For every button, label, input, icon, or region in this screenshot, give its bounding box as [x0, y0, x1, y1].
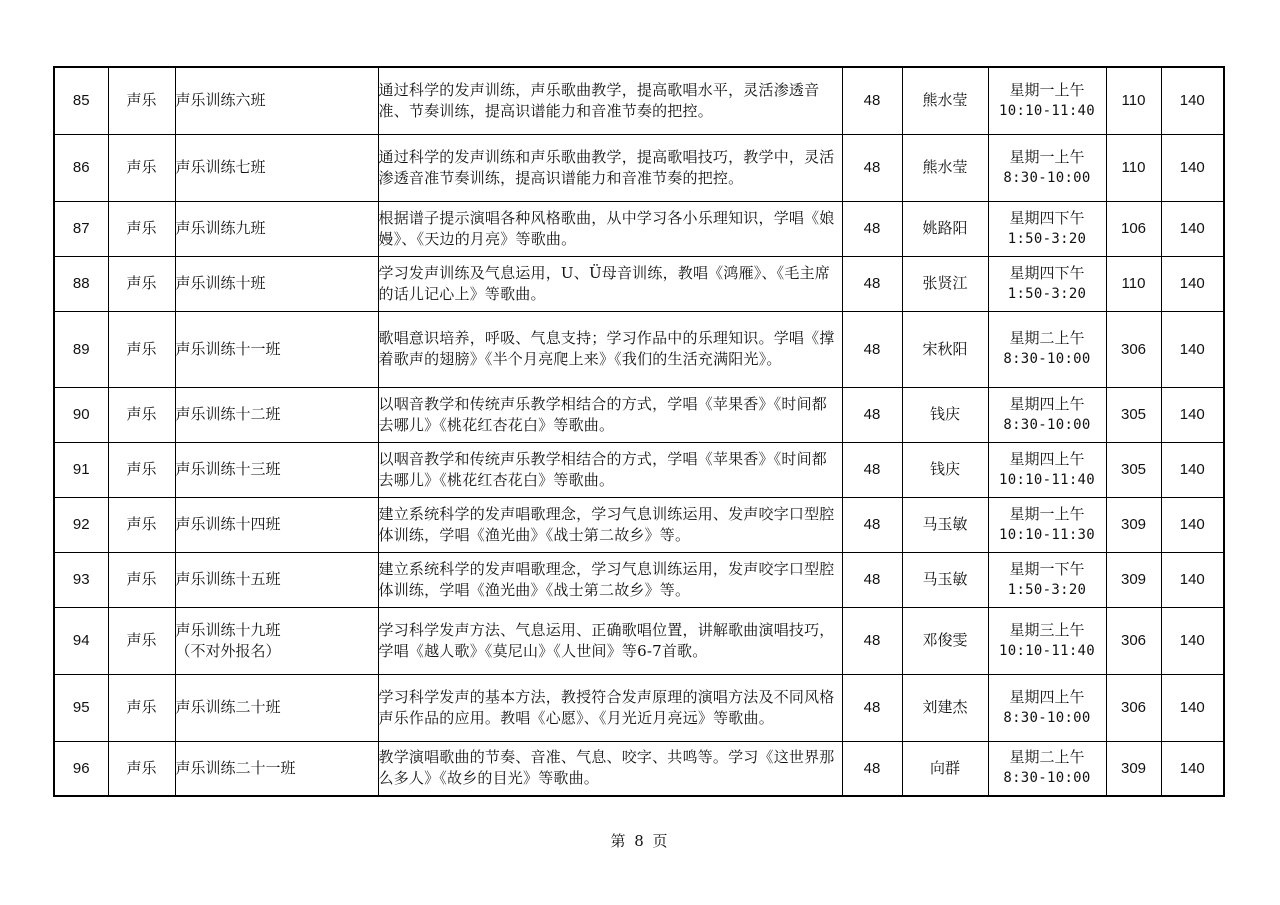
course-description: 歌唱意识培养，呼吸、气息支持；学习作品中的乐理知识。学唱《撑着歌声的翅膀》《半个月亮爬上来》《我们的生活充满阳光》。: [378, 311, 842, 387]
course-name: [175, 442, 378, 497]
course-teacher: 熊水莹: [902, 134, 988, 201]
course-name: [175, 134, 378, 201]
course-category: 声乐: [108, 552, 175, 607]
course-name-main: 声乐训练六班: [175, 91, 266, 110]
course-teacher: 马玉敏: [902, 552, 988, 607]
course-time: [988, 607, 1106, 674]
course-time: [988, 741, 1106, 796]
course-day: 星期一下午: [1009, 559, 1085, 578]
course-teacher: 熊水莹: [902, 67, 988, 134]
course-name-main: 声乐训练九班: [175, 219, 266, 237]
course-time-range: 10:10-11:30: [998, 526, 1096, 543]
course-quota: 106: [1106, 201, 1161, 256]
course-time: [988, 552, 1106, 607]
course-time-range: 1:50-3:20: [1007, 285, 1087, 302]
course-fee: 140: [1161, 134, 1224, 201]
course-name: [175, 67, 378, 134]
course-category: 声乐: [108, 201, 175, 256]
course-hours: 48: [842, 442, 902, 497]
course-category: 声乐: [108, 134, 175, 201]
course-fee: 140: [1161, 201, 1224, 256]
course-day: 星期四上午: [1009, 449, 1085, 468]
table-row: [54, 442, 1224, 497]
course-time-range: 1:50-3:20: [1007, 230, 1087, 247]
table-row: [54, 201, 1224, 256]
course-quota: 309: [1106, 497, 1161, 552]
table-row: [54, 256, 1224, 311]
course-time: [988, 674, 1106, 741]
course-hours: 48: [842, 607, 902, 674]
course-name: [175, 607, 378, 674]
course-time-range: 10:10-11:40: [998, 102, 1096, 119]
course-teacher: 宋秋阳: [902, 311, 988, 387]
course-time: [988, 387, 1106, 442]
course-name-main: 声乐训练十班: [175, 274, 266, 292]
course-category: 声乐: [108, 497, 175, 552]
course-description: 学习发声训练及气息运用，U、Ü母音训练，教唱《鸿雁》、《毛主席的话儿记心上》等歌曲。: [378, 256, 842, 311]
course-quota: 309: [1106, 741, 1161, 796]
course-table: [53, 66, 1225, 797]
course-name-main: 声乐训练十五班: [175, 570, 281, 588]
course-hours: 48: [842, 311, 902, 387]
course-day: 星期一上午: [1009, 504, 1085, 523]
course-name: [175, 741, 378, 796]
course-teacher: 马玉敏: [902, 497, 988, 552]
course-category: 声乐: [108, 674, 175, 741]
course-fee: 140: [1161, 552, 1224, 607]
table-row: [54, 741, 1224, 796]
course-description: 学习科学发声的基本方法，教授符合发声原理的演唱方法及不同风格声乐作品的应用。教唱《心愿》、《月光近月亮远》等歌曲。: [378, 674, 842, 741]
course-day: 星期一上午: [1009, 147, 1085, 166]
course-teacher: 刘建杰: [902, 674, 988, 741]
course-number: 85: [54, 67, 108, 134]
course-name-main: 声乐训练二十班: [175, 698, 281, 716]
course-teacher: 向群: [902, 741, 988, 796]
course-description: 以咽音教学和传统声乐教学相结合的方式，学唱《苹果香》《时间都去哪儿》《桃花红杏花白》等歌曲。: [378, 387, 842, 442]
course-time-range: 8:30-10:00: [1003, 169, 1091, 186]
course-time-range: 1:50-3:20: [1007, 581, 1087, 598]
course-hours: 48: [842, 67, 902, 134]
course-hours: 48: [842, 201, 902, 256]
course-number: 90: [54, 387, 108, 442]
course-description: 教学演唱歌曲的节奏、音准、气息、咬字、共鸣等。学习《这世界那么多人》《故乡的目光》等歌曲。: [378, 741, 842, 796]
course-name: [175, 552, 378, 607]
course-quota: 306: [1106, 311, 1161, 387]
course-quota: 110: [1106, 134, 1161, 201]
course-hours: 48: [842, 134, 902, 201]
course-time-range: 8:30-10:00: [1003, 351, 1091, 367]
course-name-main: 声乐训练七班: [175, 158, 266, 176]
course-time-range: 8:30-10:00: [1003, 709, 1091, 726]
course-category: 声乐: [108, 607, 175, 674]
course-hours: 48: [842, 497, 902, 552]
table-body: [54, 67, 1224, 796]
course-time: [988, 442, 1106, 497]
course-time-range: 10:10-11:40: [998, 642, 1096, 659]
table-row: [54, 67, 1224, 134]
course-fee: 140: [1161, 387, 1224, 442]
course-category: 声乐: [108, 387, 175, 442]
course-number: 96: [54, 741, 108, 796]
course-time-range: 8:30-10:00: [1003, 770, 1091, 787]
course-name-main: 声乐训练十一班: [175, 339, 281, 358]
course-teacher: 姚路阳: [902, 201, 988, 256]
course-day: 星期二上午: [1009, 329, 1085, 347]
course-fee: 140: [1161, 607, 1224, 674]
course-hours: 48: [842, 674, 902, 741]
table-row: [54, 552, 1224, 607]
course-fee: 140: [1161, 256, 1224, 311]
course-category: 声乐: [108, 67, 175, 134]
course-description: 通过科学的发声训练，声乐歌曲教学，提高歌唱水平，灵活渗透音准、节奏训练，提高识谱能力和音准节奏的把控。: [378, 67, 842, 134]
table-row: [54, 607, 1224, 674]
course-time-range: 10:10-11:40: [998, 471, 1096, 488]
course-fee: 140: [1161, 741, 1224, 796]
course-teacher: 钱庆: [902, 387, 988, 442]
course-time: [988, 134, 1106, 201]
course-name-main: 声乐训练十二班: [175, 405, 281, 423]
course-day: 星期四下午: [1009, 263, 1085, 282]
course-quota: 305: [1106, 387, 1161, 442]
course-description: 建立系统科学的发声唱歌理念，学习气息训练运用、发声咬字口型腔体训练，学唱《渔光曲》《战士第二故乡》等。: [378, 497, 842, 552]
course-name-note: （不对外报名）: [175, 641, 281, 660]
course-description: 以咽音教学和传统声乐教学相结合的方式，学唱《苹果香》《时间都去哪儿》《桃花红杏花白》等歌曲。: [378, 442, 842, 497]
course-time-range: 8:30-10:00: [1003, 416, 1091, 433]
course-name: [175, 387, 378, 442]
table-row: [54, 674, 1224, 741]
course-category: 声乐: [108, 741, 175, 796]
table-row: [54, 134, 1224, 201]
table-row: [54, 497, 1224, 552]
course-name: [175, 256, 378, 311]
course-number: 93: [54, 552, 108, 607]
course-name: [175, 201, 378, 256]
course-time: [988, 201, 1106, 256]
course-name-main: 声乐训练二十一班: [175, 758, 296, 777]
course-description: 根据谱子提示演唱各种风格歌曲，从中学习各小乐理知识，学唱《娘嫚》、《天边的月亮》等歌曲。: [378, 201, 842, 256]
course-name-main: 声乐训练十三班: [175, 460, 281, 478]
course-number: 91: [54, 442, 108, 497]
course-category: 声乐: [108, 311, 175, 387]
course-category: 声乐: [108, 256, 175, 311]
course-hours: 48: [842, 741, 902, 796]
course-teacher: 邓俊雯: [902, 607, 988, 674]
course-number: 88: [54, 256, 108, 311]
course-day: 星期四上午: [1009, 687, 1085, 706]
course-number: 89: [54, 311, 108, 387]
course-name-main: 声乐训练十九班: [175, 620, 281, 639]
table-row: [54, 311, 1224, 387]
course-number: 87: [54, 201, 108, 256]
course-number: 95: [54, 674, 108, 741]
course-fee: 140: [1161, 674, 1224, 741]
course-number: 94: [54, 607, 108, 674]
course-description: 学习科学发声方法、气息运用、正确歌唱位置，讲解歌曲演唱技巧，学唱《越人歌》《莫尼山》《人世间》等6-7首歌。: [378, 607, 842, 674]
course-hours: 48: [842, 552, 902, 607]
course-hours: 48: [842, 256, 902, 311]
course-time: [988, 311, 1106, 387]
course-teacher: 钱庆: [902, 442, 988, 497]
course-quota: 110: [1106, 256, 1161, 311]
course-time: [988, 256, 1106, 311]
course-day: 星期四下午: [1009, 208, 1085, 227]
course-number: 86: [54, 134, 108, 201]
table-row: [54, 387, 1224, 442]
course-number: 92: [54, 497, 108, 552]
course-fee: 140: [1161, 67, 1224, 134]
page-number: 第 8 页: [610, 832, 670, 850]
course-time: [988, 67, 1106, 134]
course-name: [175, 497, 378, 552]
course-time: [988, 497, 1106, 552]
course-description: 建立系统科学的发声唱歌理念，学习气息训练运用，发声咬字口型腔体训练，学唱《渔光曲》《战士第二故乡》等。: [378, 552, 842, 607]
course-name: [175, 674, 378, 741]
course-fee: 140: [1161, 442, 1224, 497]
course-quota: 110: [1106, 67, 1161, 134]
course-quota: 306: [1106, 674, 1161, 741]
course-quota: 309: [1106, 552, 1161, 607]
course-hours: 48: [842, 387, 902, 442]
course-day: 星期四上午: [1009, 394, 1085, 413]
course-day: 星期二上午: [1009, 748, 1085, 767]
course-fee: 140: [1161, 311, 1224, 387]
course-name-main: 声乐训练十四班: [175, 515, 281, 533]
course-quota: 305: [1106, 442, 1161, 497]
course-quota: 306: [1106, 607, 1161, 674]
course-category: 声乐: [108, 442, 175, 497]
course-day: 星期三上午: [1009, 620, 1085, 639]
course-description: 通过科学的发声训练和声乐歌曲教学，提高歌唱技巧，教学中，灵活渗透音准节奏训练，提高识谱能力和音准节奏的把控。: [378, 134, 842, 201]
course-teacher: 张贤江: [902, 256, 988, 311]
course-name: [175, 311, 378, 387]
course-day: 星期一上午: [1009, 80, 1085, 99]
course-fee: 140: [1161, 497, 1224, 552]
